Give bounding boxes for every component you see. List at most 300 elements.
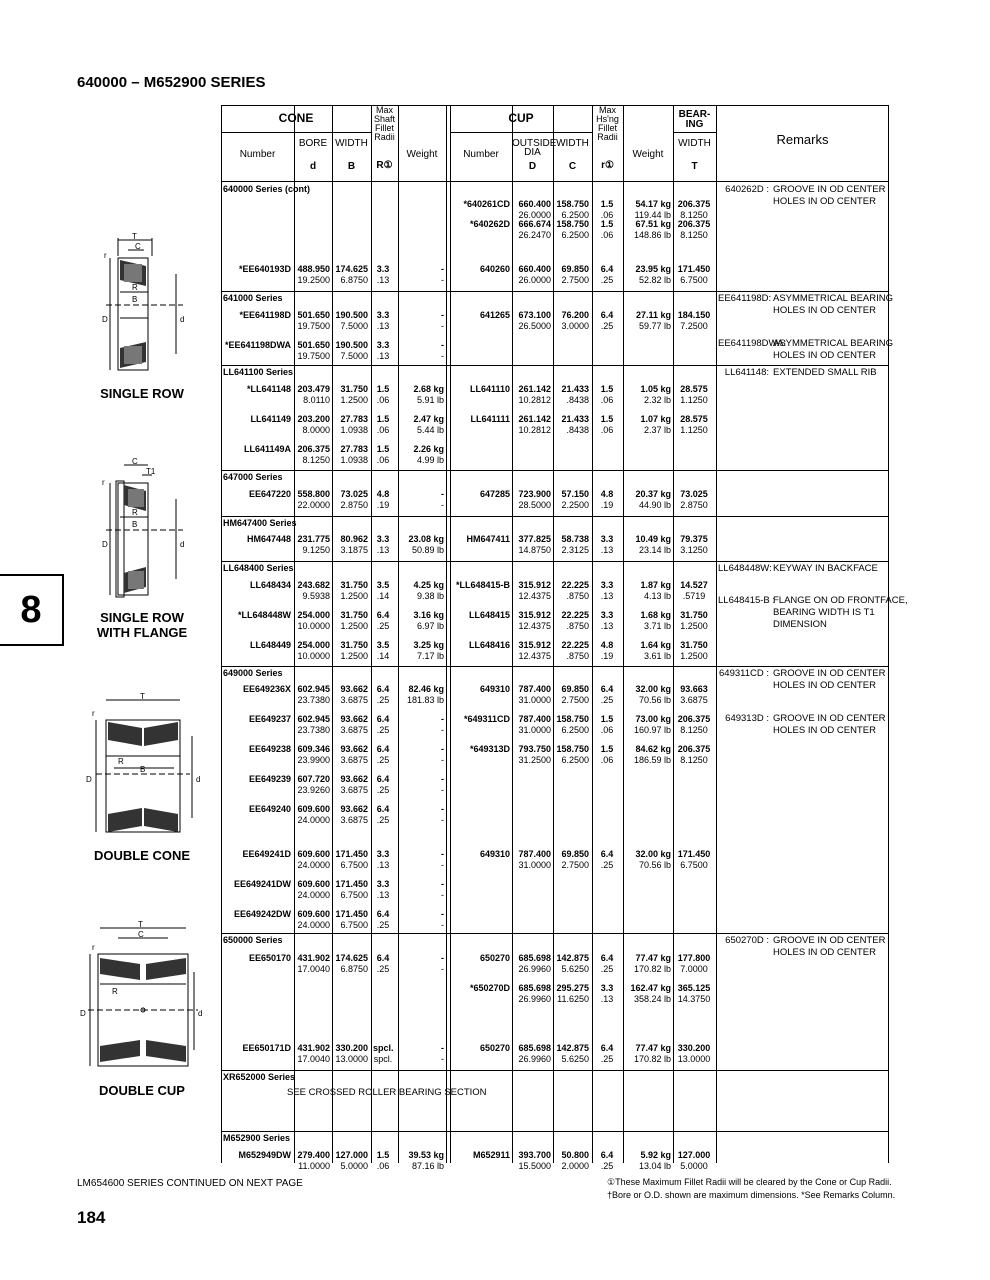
cup-od-imperial: 26.0000 <box>518 275 551 285</box>
bearing-width-imperial: 1.2500 <box>680 621 708 631</box>
cone-radius-imperial: .14 <box>376 591 390 601</box>
cup-radius-imperial: .25 <box>600 321 614 331</box>
header-bearing-1: BEAR- <box>678 109 711 120</box>
cone-radius-metric: 3.5 <box>376 640 390 650</box>
header-max-shaft-1: Max <box>375 105 393 115</box>
cup-od-imperial: 15.5000 <box>518 1161 551 1171</box>
section-tab: 8 <box>0 574 64 646</box>
fig-letter-b: B <box>132 295 138 304</box>
cone-weight-imperial: - <box>441 351 444 361</box>
fig3-letter-r: R <box>118 757 124 766</box>
cone-bore-imperial: 9.5938 <box>302 591 330 601</box>
cone-radius-metric: 3.3 <box>376 849 390 859</box>
cup-od-metric: 315.912 <box>518 610 551 620</box>
cone-width-imperial: 3.6875 <box>340 695 368 705</box>
cup-radius-imperial: .06 <box>600 425 614 435</box>
cup-width-imperial: 6.2500 <box>561 230 589 240</box>
remark-key: EE641198DWA: <box>718 338 787 349</box>
cone-weight-imperial: 6.97 lb <box>416 621 444 631</box>
bearing-width-imperial: 1.1250 <box>680 425 708 435</box>
fig2-letter-t1: T1 <box>146 467 156 476</box>
bearing-width-imperial: 14.3750 <box>677 994 711 1004</box>
cone-width-imperial: 6.7500 <box>340 890 368 900</box>
cone-bore-metric: 206.375 <box>297 444 330 454</box>
series-label: XR652000 Series <box>223 1072 296 1082</box>
footer-notes <box>607 1176 895 1202</box>
cone-bore-metric: 609.600 <box>297 879 330 889</box>
header-max-shaft <box>371 106 398 142</box>
cup-weight-metric: 32.00 kg <box>635 684 671 694</box>
cone-width-metric: 31.750 <box>340 610 368 620</box>
fig-letter-c: C <box>135 242 141 251</box>
cup-od-metric: 315.912 <box>518 580 551 590</box>
cone-weight-imperial: - <box>441 785 444 795</box>
cone-weight-metric: - <box>441 774 444 784</box>
cone-weight-metric: - <box>441 879 444 889</box>
cone-bore-imperial: 24.0000 <box>297 920 330 930</box>
cone-width-imperial: 3.6875 <box>340 815 368 825</box>
cone-width-metric: 93.662 <box>340 684 368 694</box>
series-label: LL641100 Series <box>223 367 294 377</box>
cup-od-metric: 315.912 <box>518 640 551 650</box>
cup-radius-imperial: .13 <box>600 994 614 1004</box>
cone-width-imperial: 7.5000 <box>340 351 368 361</box>
cup-radius-metric: 6.4 <box>600 310 614 320</box>
cone-width-metric: 171.450 <box>335 879 368 889</box>
header-bore-sym: d <box>309 161 317 172</box>
header-cup-weight: Weight <box>632 149 664 160</box>
cup-radius-metric: 1.5 <box>600 384 614 394</box>
cup-number: *LL648415-B <box>455 580 510 590</box>
bearing-width-imperial: 1.2500 <box>680 651 708 661</box>
cone-bore-metric: 602.945 <box>297 714 330 724</box>
cone-number: EE649237 <box>248 714 291 724</box>
cup-od-metric: 685.698 <box>518 1043 551 1053</box>
cone-width-metric: 190.500 <box>335 340 368 350</box>
cone-radius-metric: 1.5 <box>376 384 390 394</box>
cup-radius-metric: 3.3 <box>600 610 614 620</box>
cup-od-metric: 660.400 <box>518 264 551 274</box>
cone-weight-imperial: 9.38 lb <box>416 591 444 601</box>
cone-radius-metric: 3.3 <box>376 534 390 544</box>
cup-weight-metric: 73.00 kg <box>635 714 671 724</box>
bearing-width-imperial: 6.7500 <box>680 275 708 285</box>
bearing-width-metric: 93.663 <box>680 684 708 694</box>
bearing-width-imperial: 8.1250 <box>680 725 708 735</box>
cone-bore-imperial: 9.1250 <box>302 545 330 555</box>
cup-width-metric: 76.200 <box>561 310 589 320</box>
header-max-shaft-3: Fillet <box>374 123 394 133</box>
cup-width-imperial: 11.6250 <box>557 994 589 1004</box>
cup-width-metric: 50.800 <box>561 1150 589 1160</box>
cup-radius-metric: 6.4 <box>600 1043 614 1053</box>
cone-weight-metric: 2.47 kg <box>413 414 444 424</box>
row-separator <box>221 470 889 471</box>
cone-number: EE647220 <box>248 489 291 499</box>
cone-width-metric: 27.783 <box>340 414 368 424</box>
cone-bore-metric: 431.902 <box>297 953 330 963</box>
cone-bore-imperial: 23.7380 <box>297 695 330 705</box>
fig3-letter-b: B <box>140 765 146 774</box>
bearing-width-imperial: 5.0000 <box>680 1161 708 1171</box>
cup-width-metric: 69.850 <box>561 264 589 274</box>
cup-weight-metric: 84.62 kg <box>635 744 671 754</box>
cone-weight-metric: 3.16 kg <box>413 610 444 620</box>
cup-radius-metric: 1.5 <box>600 714 614 724</box>
fig3-letter-small-r: r <box>92 709 95 718</box>
cone-number: LL641149 <box>250 414 291 424</box>
header-max-hsng-4: Radii <box>597 132 618 142</box>
cone-number: *EE641198DWA <box>224 340 291 350</box>
cone-weight-metric: - <box>441 340 444 350</box>
header-cone-width-sym: B <box>347 161 356 172</box>
cup-weight-imperial: 2.32 lb <box>643 395 671 405</box>
fig-letter-small-r: r <box>104 251 107 260</box>
cup-weight-imperial: 44.90 lb <box>638 500 671 510</box>
cone-number: *LL648448W <box>237 610 291 620</box>
cup-weight-imperial: 70.56 lb <box>638 860 671 870</box>
cone-number: EE650171D <box>242 1043 291 1053</box>
cone-number: EE649236X <box>242 684 291 694</box>
cone-weight-imperial: - <box>441 725 444 735</box>
cup-weight-metric: 5.92 kg <box>640 1150 671 1160</box>
cup-width-metric: 22.225 <box>561 610 589 620</box>
cup-od-imperial: 10.2812 <box>518 425 551 435</box>
bearing-width-imperial: 7.0000 <box>680 964 708 974</box>
cup-width-metric: 22.225 <box>561 640 589 650</box>
cone-radius-imperial: .13 <box>376 275 390 285</box>
cup-width-imperial: 2.7500 <box>561 860 589 870</box>
cone-weight-imperial: - <box>441 815 444 825</box>
cup-radius-imperial: .25 <box>600 275 614 285</box>
cone-weight-metric: 23.08 kg <box>408 534 444 544</box>
header-bearing-width-sym: T <box>691 161 698 172</box>
cup-weight-imperial: 3.61 lb <box>643 651 671 661</box>
bearing-width-imperial: 8.1250 <box>680 755 708 765</box>
cone-width-metric: 31.750 <box>340 384 368 394</box>
fig2-letter-d-inner: d <box>180 540 185 549</box>
bearing-width-imperial: 13.0000 <box>677 1054 711 1064</box>
cone-radius-imperial: .25 <box>376 725 390 735</box>
cup-od-imperial: 31.2500 <box>518 755 551 765</box>
cup-od-metric: 723.900 <box>518 489 551 499</box>
header-cone-weight: Weight <box>406 149 438 160</box>
cup-weight-imperial: 70.56 lb <box>638 695 671 705</box>
cup-radius-imperial: .13 <box>600 621 614 631</box>
bearing-width-metric: 184.150 <box>677 310 711 320</box>
remark-text: FLANGE ON OD FRONTFACE, BEARING WIDTH IS T1 DIMENSION <box>773 595 908 630</box>
bearing-width-imperial: 3.1250 <box>680 545 708 555</box>
cup-number: LL648416 <box>468 640 510 650</box>
cup-radius-metric: 1.5 <box>600 414 614 424</box>
cone-radius-metric: 6.4 <box>376 804 390 814</box>
cup-radius-metric: 6.4 <box>600 264 614 274</box>
header-max-hsng-2: Hs'ng <box>596 114 619 124</box>
cone-weight-imperial: - <box>441 755 444 765</box>
cone-radius-imperial: .19 <box>376 500 390 510</box>
cup-number: 650270 <box>479 1043 510 1053</box>
cup-weight-metric: 1.07 kg <box>640 414 671 424</box>
series-label: 641000 Series <box>223 293 283 303</box>
cone-radius-metric: 1.5 <box>376 1150 390 1160</box>
cone-radius-metric: 6.4 <box>376 774 390 784</box>
cup-width-imperial: 3.0000 <box>561 321 589 331</box>
cup-width-imperial: 2.0000 <box>561 1161 589 1171</box>
cup-weight-imperial: 4.13 lb <box>643 591 671 601</box>
cone-weight-metric: - <box>441 714 444 724</box>
remark-text: GROOVE IN OD CENTER HOLES IN OD CENTER <box>773 184 886 207</box>
cone-radius-metric: 3.3 <box>376 879 390 889</box>
cup-weight-imperial: 52.82 lb <box>638 275 671 285</box>
cone-width-imperial: 1.2500 <box>340 651 368 661</box>
cup-od-metric: 673.100 <box>518 310 551 320</box>
cup-od-metric: 377.825 <box>518 534 551 544</box>
cup-width-imperial: .8750 <box>566 591 589 601</box>
label-double-cup: DOUBLE CUP <box>99 1083 185 1098</box>
header-outside-2: DIA <box>524 147 541 158</box>
header-bore: BORE <box>298 138 328 149</box>
cup-radius-imperial: .19 <box>600 500 614 510</box>
cone-bore-imperial: 19.7500 <box>297 351 330 361</box>
cone-bore-metric: 431.902 <box>297 1043 330 1053</box>
series-label: M652900 Series <box>223 1133 291 1143</box>
cone-width-metric: 174.625 <box>335 953 368 963</box>
bearing-width-metric: 206.375 <box>677 199 711 209</box>
cup-weight-metric: 10.49 kg <box>635 534 671 544</box>
cone-number: LL648449 <box>249 640 291 650</box>
cone-radius-imperial: .14 <box>376 651 390 661</box>
cone-number: LL641149A <box>243 444 291 454</box>
cone-radius-imperial: .25 <box>376 815 390 825</box>
cone-bore-metric: 243.682 <box>297 580 330 590</box>
bearing-width-imperial: .5719 <box>682 591 706 601</box>
cone-width-imperial: 6.7500 <box>340 920 368 930</box>
cup-width-metric: 158.750 <box>556 219 589 229</box>
cup-od-metric: 787.400 <box>518 714 551 724</box>
single-row-diagram <box>88 230 198 380</box>
cone-width-imperial: 5.0000 <box>340 1161 368 1171</box>
label-single-row: SINGLE ROW <box>100 386 184 401</box>
cup-od-metric: 685.698 <box>518 983 551 993</box>
cone-weight-metric: 39.53 kg <box>408 1150 444 1160</box>
cup-width-metric: 58.738 <box>561 534 589 544</box>
cone-weight-metric: - <box>441 489 444 499</box>
cup-radius-metric: 6.4 <box>600 1150 614 1160</box>
cup-number: 647285 <box>479 489 510 499</box>
row-separator <box>221 365 889 366</box>
cup-od-imperial: 26.5000 <box>518 321 551 331</box>
cone-weight-imperial: - <box>441 920 444 930</box>
cup-od-imperial: 26.2470 <box>518 230 551 240</box>
cup-od-imperial: 26.0000 <box>518 210 551 220</box>
page-number: 184 <box>77 1208 106 1227</box>
cone-radius-metric: 4.8 <box>376 489 390 499</box>
cup-weight-metric: 162.47 kg <box>630 983 671 993</box>
header-outside <box>512 138 557 158</box>
cone-number: EE649241DW <box>233 879 291 889</box>
series-label: 650000 Series <box>223 935 283 945</box>
fig-letter-d-inner: d <box>180 315 185 324</box>
double-cup-diagram <box>78 920 208 1075</box>
cup-number: 649310 <box>479 849 510 859</box>
cone-width-metric: 127.000 <box>335 1150 368 1160</box>
cone-radius-metric: 1.5 <box>376 414 390 424</box>
series-label: 647000 Series <box>223 472 283 482</box>
cone-weight-metric: - <box>441 953 444 963</box>
cup-od-metric: 787.400 <box>518 849 551 859</box>
cup-weight-metric: 1.87 kg <box>640 580 671 590</box>
remark-key: EE641198D: <box>718 293 772 304</box>
cup-od-metric: 793.750 <box>518 744 551 754</box>
cone-weight-imperial: 181.83 lb <box>406 695 444 705</box>
cone-bore-metric: 488.950 <box>297 264 330 274</box>
bearing-width-imperial: 8.1250 <box>680 210 708 220</box>
cup-weight-imperial: 186.59 lb <box>633 755 671 765</box>
cone-radius-imperial: .06 <box>376 425 390 435</box>
cone-width-metric: 93.662 <box>340 714 368 724</box>
cone-number: EE649240 <box>248 804 291 814</box>
header-cone-width: WIDTH <box>335 138 368 149</box>
cone-bore-imperial: 19.7500 <box>297 321 330 331</box>
cup-weight-imperial: 160.97 lb <box>633 725 671 735</box>
cone-radius-metric: 3.3 <box>376 340 390 350</box>
cone-width-metric: 93.662 <box>340 804 368 814</box>
cone-weight-metric: - <box>441 909 444 919</box>
fig2-letter-d-outer: D <box>102 540 108 549</box>
cup-radius-metric: 4.8 <box>600 489 614 499</box>
bearing-width-metric: 171.450 <box>677 264 711 274</box>
cup-weight-metric: 67.51 kg <box>635 219 671 229</box>
cone-number: M652949DW <box>238 1150 291 1160</box>
bearing-width-imperial: 1.1250 <box>680 395 708 405</box>
cone-radius-imperial: .25 <box>376 755 390 765</box>
cone-radius-imperial: .06 <box>376 455 390 465</box>
cone-radius-metric: 6.4 <box>376 909 390 919</box>
cup-width-metric: 69.850 <box>561 849 589 859</box>
remark-text: ASYMMETRICAL BEARING HOLES IN OD CENTER <box>773 338 894 361</box>
bearing-width-metric: 79.375 <box>680 534 708 544</box>
cone-width-imperial: 1.0938 <box>340 455 368 465</box>
cup-width-imperial: .8750 <box>566 621 589 631</box>
cone-width-imperial: 3.1875 <box>340 545 368 555</box>
cup-number: 650270 <box>479 953 510 963</box>
header-bearing-2: ING <box>685 119 704 130</box>
cup-radius-metric: 1.5 <box>600 219 614 229</box>
fig4-letter-t: T <box>138 920 143 929</box>
cup-weight-metric: 1.68 kg <box>640 610 671 620</box>
cup-width-imperial: .8750 <box>566 651 589 661</box>
cone-bore-imperial: 11.0000 <box>298 1161 330 1171</box>
cup-width-imperial: 6.2500 <box>561 725 589 735</box>
fig-letter-d-outer: D <box>102 315 108 324</box>
cone-weight-metric: 2.68 kg <box>413 384 444 394</box>
cone-bore-imperial: 8.0000 <box>302 425 330 435</box>
cup-radius-imperial: .25 <box>600 1161 614 1171</box>
cup-number: *640261CD <box>463 199 510 209</box>
cone-weight-metric: 2.26 kg <box>413 444 444 454</box>
remark-text: KEYWAY IN BACKFACE <box>773 563 878 574</box>
row-separator <box>221 561 889 562</box>
label-single-row-flange <box>72 610 212 640</box>
cup-radius-metric: 6.4 <box>600 684 614 694</box>
bearing-width-metric: 127.000 <box>677 1150 711 1160</box>
cup-number: HM647411 <box>466 534 510 544</box>
remark-key: LL641148: <box>724 367 769 378</box>
cone-bore-imperial: 17.0040 <box>297 964 330 974</box>
cup-width-metric: 295.275 <box>556 983 589 993</box>
fig4-letter-d-inner: d <box>198 1009 203 1018</box>
fig-letter-r: R <box>132 283 138 292</box>
cone-width-metric: 31.750 <box>340 580 368 590</box>
cup-radius-imperial: .06 <box>600 210 614 220</box>
cross-roller-note: SEE CROSSED ROLLER BEARING SECTION <box>287 1087 487 1098</box>
cup-weight-imperial: 358.24 lb <box>633 994 671 1004</box>
cone-radius-imperial: .06 <box>376 395 390 405</box>
cup-number: 649310 <box>479 684 510 694</box>
cone-bore-imperial: 24.0000 <box>297 890 330 900</box>
cone-radius-metric: 1.5 <box>376 444 390 454</box>
cup-radius-metric: 1.5 <box>600 744 614 754</box>
cone-radius-metric: 6.4 <box>376 953 390 963</box>
cone-width-imperial: 3.6875 <box>340 725 368 735</box>
cone-bore-imperial: 19.2500 <box>297 275 330 285</box>
cup-weight-imperial: 23.14 lb <box>638 545 671 555</box>
cup-radius-imperial: .19 <box>600 651 614 661</box>
single-row-flange-diagram <box>88 455 198 605</box>
footer-note-1: ①These Maximum Fillet Radii will be cleared by the Cone or Cup Radii. <box>607 1177 892 1187</box>
cone-width-imperial: 6.8750 <box>340 964 368 974</box>
cone-weight-metric: - <box>441 804 444 814</box>
bearing-width-imperial: 3.6875 <box>680 695 708 705</box>
cone-radius-metric: spcl. <box>373 1043 394 1053</box>
cone-weight-imperial: 50.89 lb <box>411 545 444 555</box>
row-separator <box>221 1131 889 1132</box>
header-max-shaft-2: Shaft <box>373 114 395 124</box>
cup-od-imperial: 12.4375 <box>518 621 551 631</box>
header-outside-1: OUTSIDE <box>512 138 557 149</box>
remark-text: GROOVE IN OD CENTER HOLES IN OD CENTER <box>773 713 886 736</box>
cup-width-imperial: 2.3125 <box>561 545 589 555</box>
header-bearing-width: WIDTH <box>678 138 711 149</box>
cone-bore-metric: 254.000 <box>297 610 330 620</box>
fig3-letter-t: T <box>140 692 145 701</box>
cone-width-metric: 27.783 <box>340 444 368 454</box>
fig2-letter-b: B <box>132 520 138 529</box>
cone-width-imperial: 1.2500 <box>340 395 368 405</box>
cup-weight-metric: 77.47 kg <box>635 953 671 963</box>
cup-width-metric: 158.750 <box>556 744 589 754</box>
cone-number: EE649238 <box>248 744 291 754</box>
cone-bore-imperial: 23.9900 <box>297 755 330 765</box>
fig4-letter-small-r: r <box>92 943 95 952</box>
cup-width-imperial: .8438 <box>566 395 589 405</box>
cone-bore-metric: 231.775 <box>297 534 330 544</box>
cone-bore-imperial: 23.7380 <box>297 725 330 735</box>
cup-od-imperial: 31.0000 <box>518 725 551 735</box>
cup-width-imperial: 5.6250 <box>561 1054 589 1064</box>
header-max-hsng <box>592 106 623 142</box>
header-cup-number: Number <box>463 149 499 160</box>
cup-width-metric: 21.433 <box>561 384 589 394</box>
cone-bore-imperial: 10.0000 <box>297 621 330 631</box>
cup-width-imperial: 2.7500 <box>561 275 589 285</box>
cone-weight-imperial: - <box>441 321 444 331</box>
header-outside-sym: D <box>528 161 537 172</box>
cone-weight-metric: - <box>441 744 444 754</box>
fig4-letter-r: R <box>112 987 118 996</box>
cup-radius-metric: 3.3 <box>600 534 614 544</box>
series-label: LL648400 Series <box>223 563 294 573</box>
